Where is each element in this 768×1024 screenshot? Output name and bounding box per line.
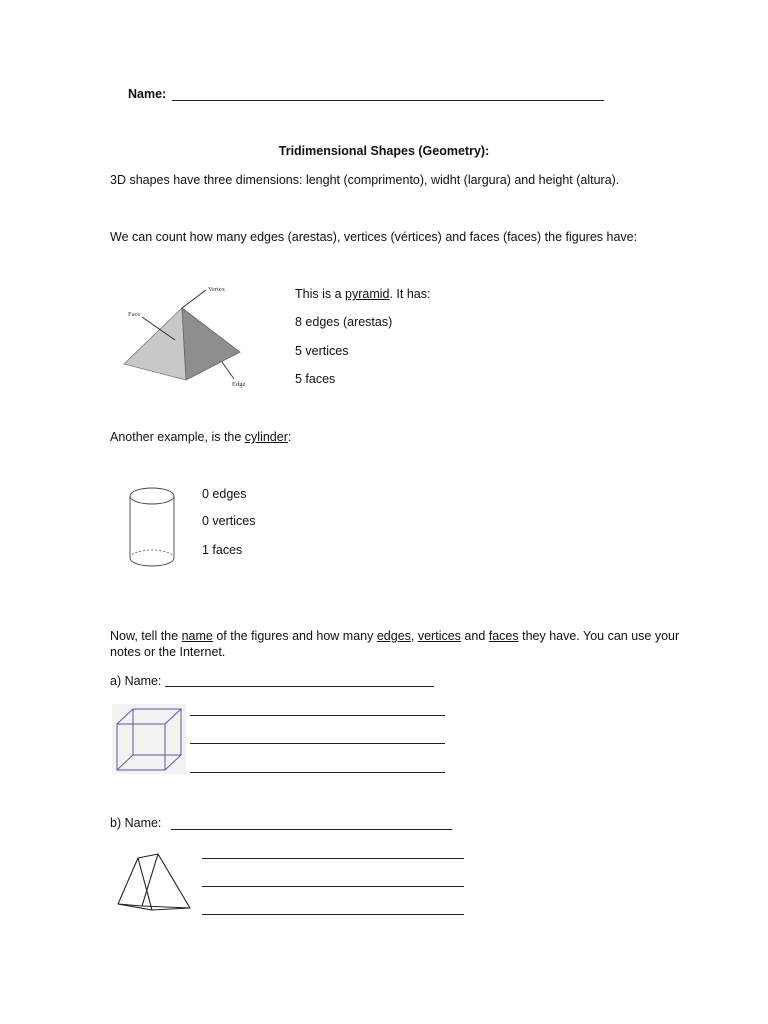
name-blank-line[interactable] [172,100,604,101]
cylinder-vertices-fact: 0 vertices [202,514,256,528]
pyramid-right-face [182,308,240,380]
cylinder-edges-fact: 0 edges [202,487,247,501]
item-b-answer-line-3[interactable] [202,914,464,915]
page-title: Tridimensional Shapes (Geometry): [278,144,490,158]
item-b-label: b) Name: [110,816,162,830]
triangular-prism-diagram [114,850,196,916]
name-label: Name: [128,87,167,101]
item-a-answer-line-1[interactable] [190,715,445,716]
item-a-answer-line-2[interactable] [190,743,445,744]
edge-label: Edge [232,381,246,388]
count-sentence: We can count how many edges (arestas), vertices (vértices) and faces (faces) the figures have: [110,230,638,244]
item-a-answer-line-3[interactable] [190,772,445,773]
intro-text: 3D shapes have three dimensions: lenght (comprimento), widht (largura) and height (altura). [110,173,620,187]
pyramid-edges-fact: 8 edges (arestas) [295,315,393,329]
pyramid-left-face [124,308,186,380]
exercise-instructions-line2: notes or the Internet. [110,645,226,659]
item-a-label: a) Name: [110,674,162,688]
item-b-answer-line-2[interactable] [202,886,464,887]
cylinder-diagram [124,485,180,571]
cylinder-word: cylinder [244,430,288,444]
cylinder-sentence: Another example, is the cylinder: [110,430,292,444]
pyramid-diagram [120,282,250,392]
vertex-label: Vertex [208,286,225,293]
face-label: Face [128,311,141,318]
item-b-name-line[interactable] [171,829,452,830]
cube-diagram [112,704,186,774]
cylinder-faces-fact: 1 faces [202,543,243,557]
pyramid-vertices-fact: 5 vertices [295,344,349,358]
pyramid-word: pyramid [345,287,390,301]
item-a-name-line[interactable] [165,686,434,687]
pyramid-faces-fact: 5 faces [295,372,336,386]
pyramid-edge-pointer [222,362,234,379]
exercise-instructions: Now, tell the name of the figures and how many edges, vertices and faces they have. You can use your [110,629,680,643]
pyramid-intro: This is a pyramid. It has: [295,287,431,301]
item-b-answer-line-1[interactable] [202,858,464,859]
pyramid-vertex-pointer [182,290,206,308]
